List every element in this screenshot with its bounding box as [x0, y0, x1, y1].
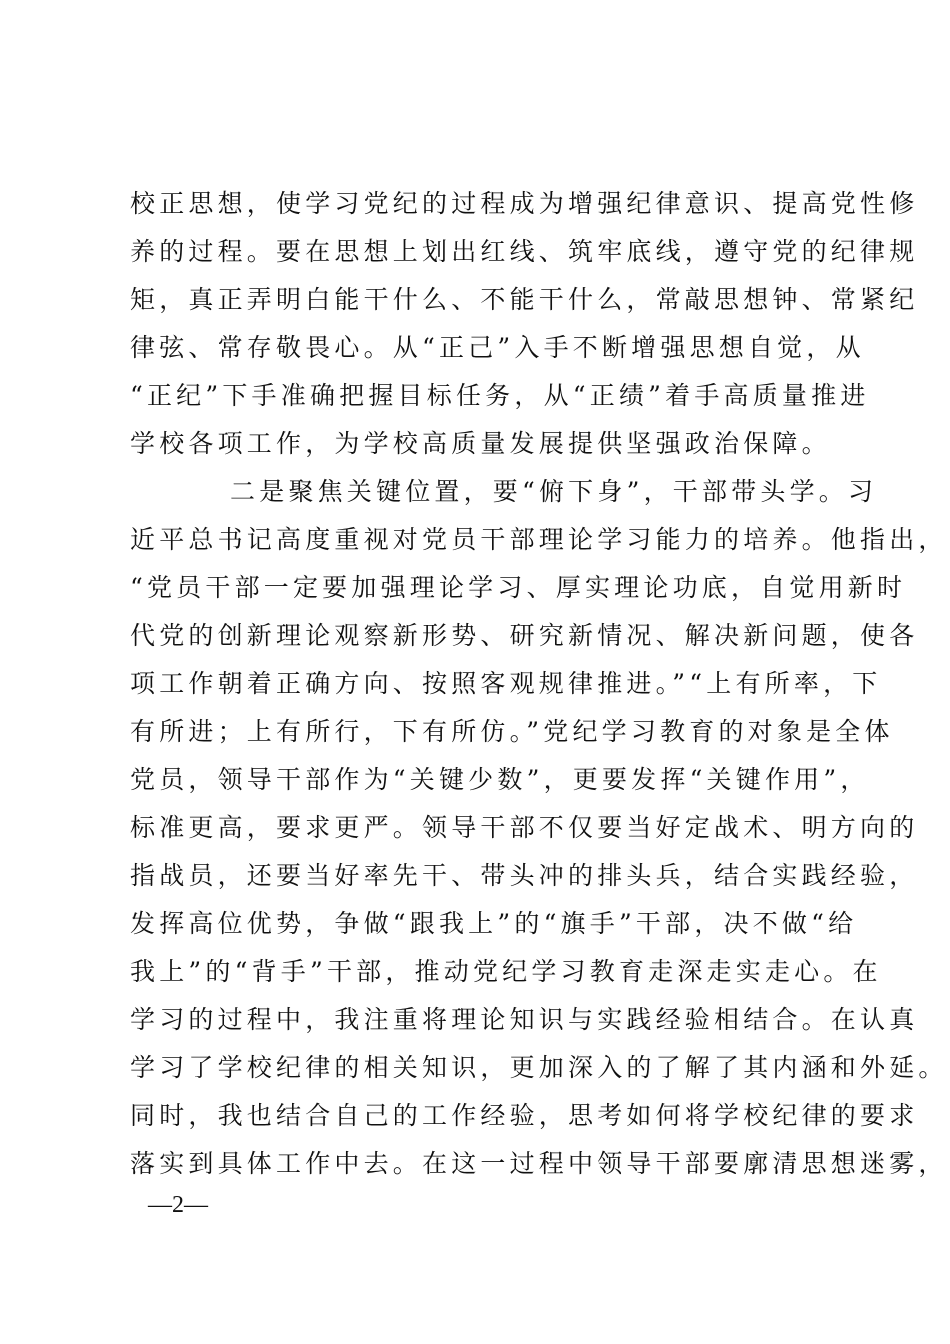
body-text [130, 180, 948, 1188]
page-number: —2— [148, 1192, 208, 1218]
text-line: 党员，领导干部作为“关键少数”，更要发挥“关键作用”， [130, 765, 870, 794]
text-line: 代党的创新理论观察新形势、研究新情况、解决新问题，使各 [130, 621, 919, 650]
text-line: 我上”的“背手”干部，推动党纪学习教育走深走实走心。在 [130, 957, 882, 986]
text-line: 项工作朝着正确方向、按照客观规律推进。”“上有所率，下 [130, 669, 882, 698]
text-line: 学习的过程中，我注重将理论知识与实践经验相结合。在认真 [130, 1005, 919, 1034]
text-line: 指战员，还要当好率先干、带头冲的排头兵，结合实践经验， [130, 861, 919, 890]
text-line: 学校各项工作，为学校高质量发展提供坚强政治保障。 [130, 429, 831, 458]
text-line: 校正思想，使学习党纪的过程成为增强纪律意识、提高党性修 [130, 189, 919, 218]
text-line: 标准更高，要求更严。领导干部不仅要当好定战术、明方向的 [130, 813, 919, 842]
text-line: 矩，真正弄明白能干什么、不能干什么，常敲思想钟、常紧纪 [130, 285, 919, 314]
text-line: 同时，我也结合自己的工作经验，思考如何将学校纪律的要求 [130, 1101, 919, 1130]
text-line: “党员干部一定要加强理论学习、厚实理论功底，自觉用新时 [130, 573, 907, 602]
text-line: 律弦、常存敬畏心。从“正己”入手不断增强思想自觉，从 [130, 333, 865, 362]
text-line: “正纪”下手准确把握目标任务，从“正绩”着手高质量推进 [130, 381, 870, 410]
text-line: 学习了学校纪律的相关知识，更加深入的了解了其内涵和外延。 [130, 1053, 948, 1082]
paragraph-start-line: 二是聚焦关键位置，要“俯下身”，干部带头学。习 [230, 477, 878, 506]
text-line: 发挥高位优势，争做“跟我上”的“旗手”干部，决不做“给 [130, 909, 858, 938]
text-line: 落实到具体工作中去。在这一过程中领导干部要廓清思想迷雾， [130, 1149, 948, 1178]
text-line: 近平总书记高度重视对党员干部理论学习能力的培养。他指出， [130, 525, 948, 554]
text-line: 养的过程。要在思想上划出红线、筑牢底线，遵守党的纪律规 [130, 237, 919, 266]
text-line: 有所进；上有所行，下有所仿。”党纪学习教育的对象是全体 [130, 717, 894, 746]
